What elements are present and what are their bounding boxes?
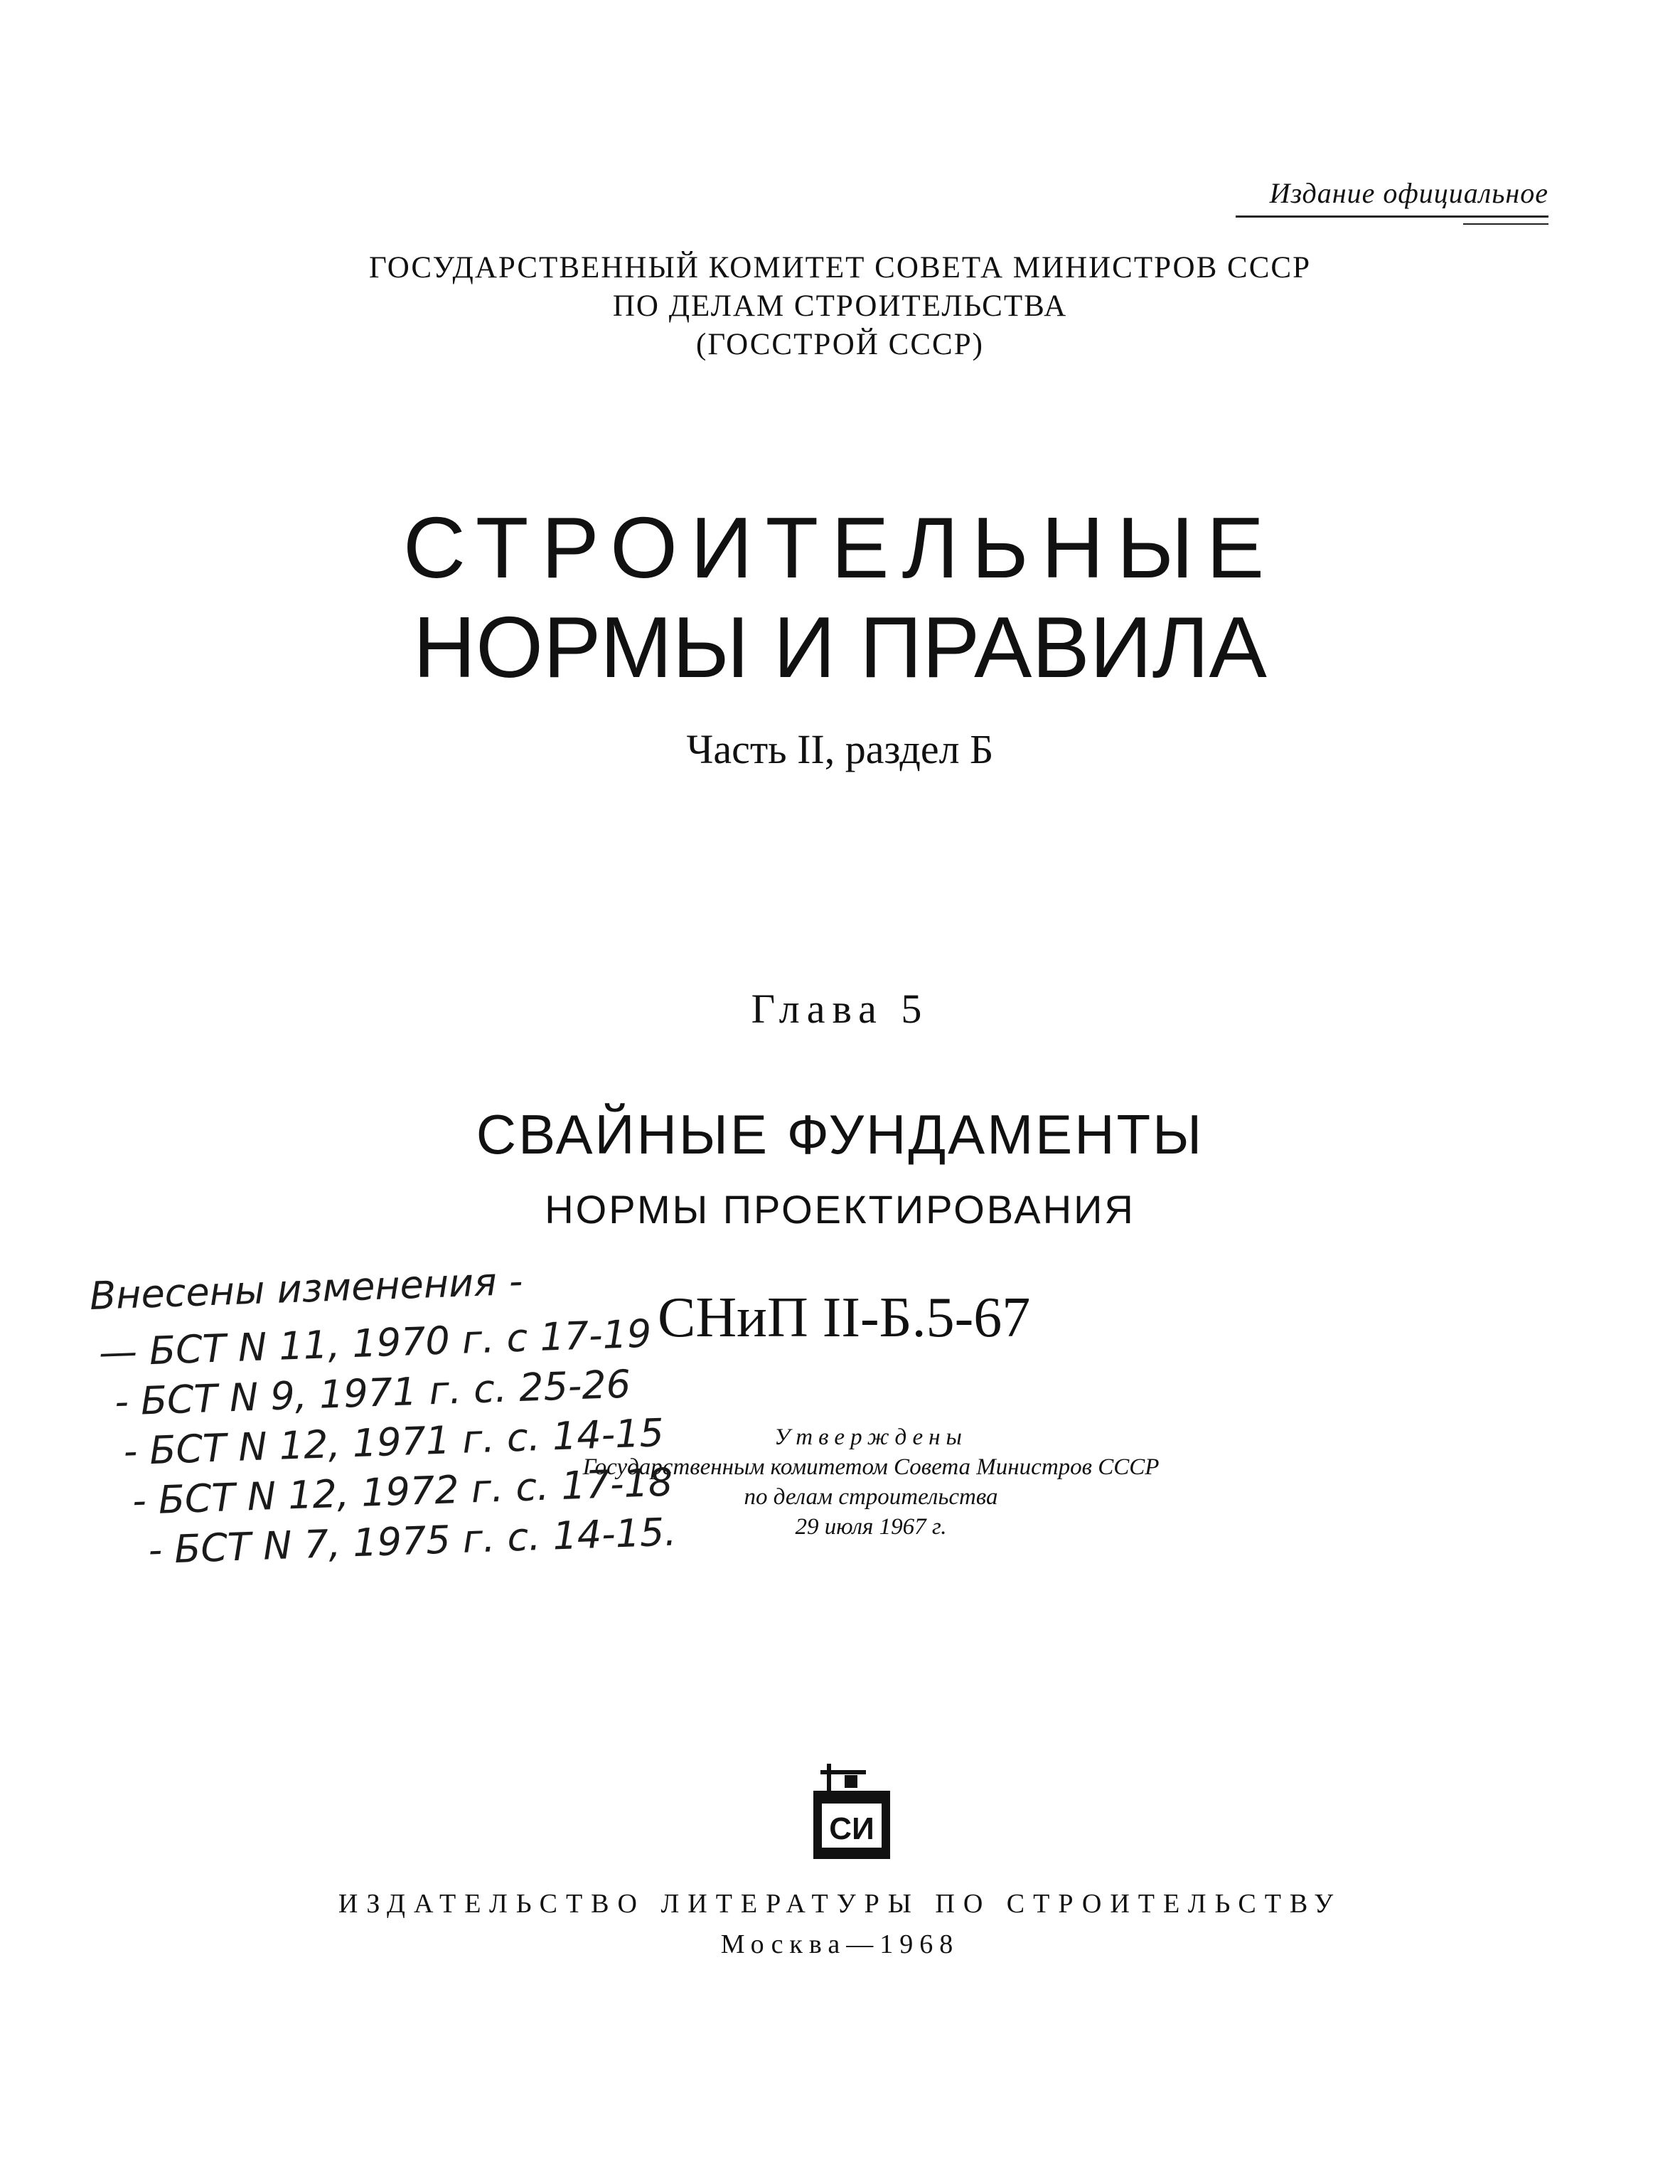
city-year: Москва—1968	[720, 1929, 960, 1959]
chapter-number: Глава 5	[751, 986, 929, 1032]
document-code: СНиП II-Б.5-67	[658, 1287, 1031, 1349]
edition-underline-short	[1463, 223, 1548, 225]
organization-line-1: ГОСУДАРСТВЕННЫЙ КОМИТЕТ СОВЕТА МИНИСТРОВ СССР	[368, 251, 1312, 284]
approval-line-1: Утверждены	[774, 1424, 968, 1450]
chapter-title: СВАЙНЫЕ ФУНДАМЕНТЫ	[476, 1103, 1204, 1166]
approval-line-2: Государственным комитетом Совета Министров СССР	[582, 1454, 1160, 1480]
handwritten-notes	[89, 1253, 678, 1576]
main-title-line-1: СТРОИТЕЛЬНЫЕ	[402, 499, 1278, 596]
logo-text: СИ	[829, 1811, 874, 1846]
main-title-line-2: НОРМЫ И ПРАВИЛА	[413, 599, 1267, 696]
approval-line-3: по делам строительства	[744, 1484, 998, 1510]
handwritten-note-1: Внесены изменения -	[89, 1258, 524, 1319]
handwritten-note-4: - БСТ N 12, 1971 г. с. 14-15	[122, 1410, 665, 1474]
publisher-name: ИЗДАТЕЛЬСТВО ЛИТЕРАТУРЫ ПО СТРОИТЕЛЬСТВУ	[338, 1889, 1342, 1919]
edition-underline	[1236, 215, 1548, 218]
organization-line-3: (ГОССТРОЙ СССР)	[696, 328, 984, 361]
chapter-subtitle: НОРМЫ ПРОЕКТИРОВАНИЯ	[545, 1187, 1135, 1232]
publisher-logo-icon	[809, 1762, 894, 1862]
organization-line-2: ПО ДЕЛАМ СТРОИТЕЛЬСТВА	[612, 289, 1068, 323]
edition-note: Издание официальное	[1269, 177, 1548, 209]
handwritten-note-5: - БСТ N 12, 1972 г. с. 17-18	[132, 1459, 674, 1524]
handwritten-note-6: - БСТ N 7, 1975 г. с. 14-15.	[147, 1509, 678, 1573]
approval-line-4: 29 июля 1967 г.	[795, 1514, 947, 1540]
handwritten-note-2: — БСТ N 11, 1970 г. с 17-19	[97, 1311, 653, 1375]
part-section: Часть II, раздел Б	[686, 726, 994, 772]
handwritten-note-3: - БСТ N 9, 1971 г. с. 25-26	[114, 1361, 632, 1424]
